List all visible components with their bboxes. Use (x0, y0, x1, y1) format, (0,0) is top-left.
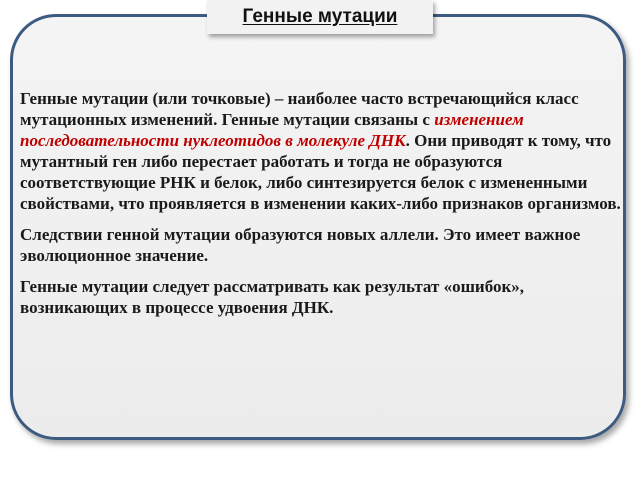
paragraph-tail-text: . Они приводят к тому, что мутантный ген либо перестает работать и тогда не образуются соответствующие РНК и белок, либо синтезируется белок с измененными свойствами, что проявляется в изменении каких-либо признаков организмов. (20, 131, 621, 213)
slide-title: Генные мутации (242, 6, 398, 27)
paragraph-errors: Генные мутации следует рассматривать как результат «ошибок», возникающих в процессе удвоения ДНК. (20, 277, 525, 317)
slide-body (20, 88, 626, 328)
highlighted-phrase: изменением последовательности нуклеотидов в молекуле ДНК (20, 110, 524, 150)
paragraph-consequences: Следствии генной мутации образуются новых аллели. Это имеет важное эволюционное значение. (20, 225, 581, 265)
paragraph-gene-mutations-definition (20, 88, 626, 214)
paragraph-lead-text: Генные мутации (или точковые) – наиболее часто встречающийся класс мутационных изменений. Генные мутации связаны с (20, 89, 579, 129)
